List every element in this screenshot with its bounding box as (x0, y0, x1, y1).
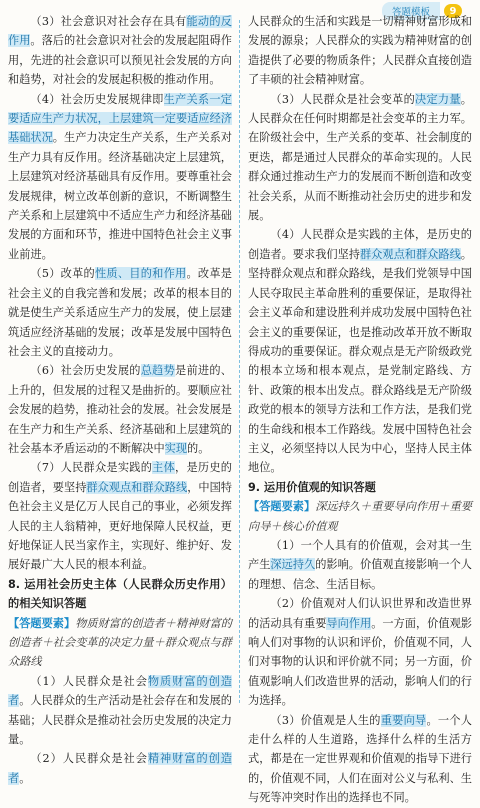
paragraph: （5）改革的性质、目的和作用。改革是社会主义的自我完善和发展；改革的根本目的就是使生产关系适应生产力的发展，使上层建筑适应经济基础的发展；改革是发展中国特色社会主义的直接动力。 (8, 267, 232, 358)
left-column (8, 12, 232, 788)
answer-elements-note: 【答题要素】物质财富的创造者＋精神财富的创造者＋社会变革的决定力量＋群众观点与群众路线 (8, 616, 232, 669)
paragraph: （2）价值观对人们认识世界和改造世界的活动具有重要导向作用。一方面，价值观影响人们对事物的认识和评价，价值观不同，人们对事物的认识和评价就不同；另一方面，价值观影响人们改造世界的活动，影响人们的行为选择。 (248, 597, 472, 708)
paragraph: （1）人民群众是社会物质财富的创造者。人民群众的生产活动是社会存在和发展的基础；人民群众是推动社会历史发展的决定力量。 (8, 674, 232, 747)
column-divider (239, 20, 240, 703)
paragraph: （2）人民群众是社会精神财富的创造者。 (8, 752, 232, 785)
paragraph: （4）人民群众是实践的主体，是历史的创造者。要求我们坚持群众观点和群众路线。坚持群众观点和群众路线，是我们党领导中国人民夺取民主革命胜利的重要保证，是取得社会主义革命和建设胜利并成功发展中国特色社会主义的重要保证，也是推动改革开放不断取得成功的重要保证。群众观点是无产阶级政党的根本立场和根本观点，是党制定路线、方针、政策的根本出发点。群众路线是无产阶级政党的根本的领导方法和工作方法，是我们党的生命线和根本工作路线。发展中国特色社会主义，必须坚持以人民为中心，坚持人民主体地位。 (248, 228, 472, 475)
answer-elements-note: 【答题要素】深远持久＋重要导向作用＋重要向导＋核心价值观 (248, 500, 472, 533)
section-heading-9: 9. 运用价值观的知识答题 (248, 480, 376, 494)
paragraph: 人民群众的生活和实践是一切精神财富形成和发展的源泉；人民群众的实践为精神财富的创造提供了必要的物质条件；人民群众直接创造了丰硕的社会精神财富。 (248, 15, 472, 87)
paragraph: （1）一个人具有的价值观，会对其一生产生深远持久的影响。价值观直接影响一个人的理想、信念、生活目标。 (248, 538, 472, 591)
section-heading-8: 8. 运用社会历史主体（人民群众历史作用）的相关知识答题 (8, 577, 232, 611)
paragraph: （3）人民群众是社会变革的决定力量。人民群众在任何时期都是社会变革的主力军。在阶级社会中，生产关系的变革、社会制度的更迭，都是通过人民群众的革命实现的。人民群众通过推动生产力的发展而不断创造和改变社会关系，从而不断推动社会历史的进步和发展。 (248, 92, 472, 223)
paragraph: （3）价值观是人生的重要向导。一个人走什么样的人生道路，选择什么样的生活方式，都是在一定世界观和价值观的指导下进行的，价值观不同，人们在面对公义与私利、生与死等冲突时作出的选择也不同。 (248, 713, 472, 805)
section-tag: 答题模板 (382, 2, 440, 20)
paragraph: （6）社会历史发展的总趋势是前进的、上升的，但发展的过程又是曲折的。要顺应社会发展的趋势，推动社会的发展。社会发展是在生产力和生产关系、经济基础和上层建筑的社会基本矛盾运动的不断解决中实现的。 (8, 364, 232, 455)
paragraph: （4）社会历史发展规律即生产关系一定要适应生产力状况，上层建筑一定要适应经济基础状况。生产力决定生产关系，生产关系对生产力具有反作用。经济基础决定上层建筑，上层建筑对经济基础具有反作用。要尊重社会发展规律，树立改革创新的意识，不断调整生产关系和上层建筑中不适应生产力和经济基础发展的方面和环节，推进中国特色社会主义事业前进。 (8, 92, 232, 261)
paragraph: （7）人民群众是实践的主体，是历史的创造者，要坚持群众观点和群众路线，中国特色社会主义是亿万人民自己的事业，必须发挥人民的主人翁精神，更好地保障人民权益，更好地保证人民当家作主，实现好、维护好、发展好最广大人民的根本利益。 (8, 461, 232, 572)
right-column (248, 12, 472, 808)
paragraph: （3）社会意识对社会存在具有能动的反作用。落后的社会意识对社会的发展起阻碍作用，先进的社会意识可以预见社会发展的方向和趋势，对社会的发展起积极的推动作用。 (8, 15, 232, 87)
page-number: 9 (444, 4, 462, 18)
